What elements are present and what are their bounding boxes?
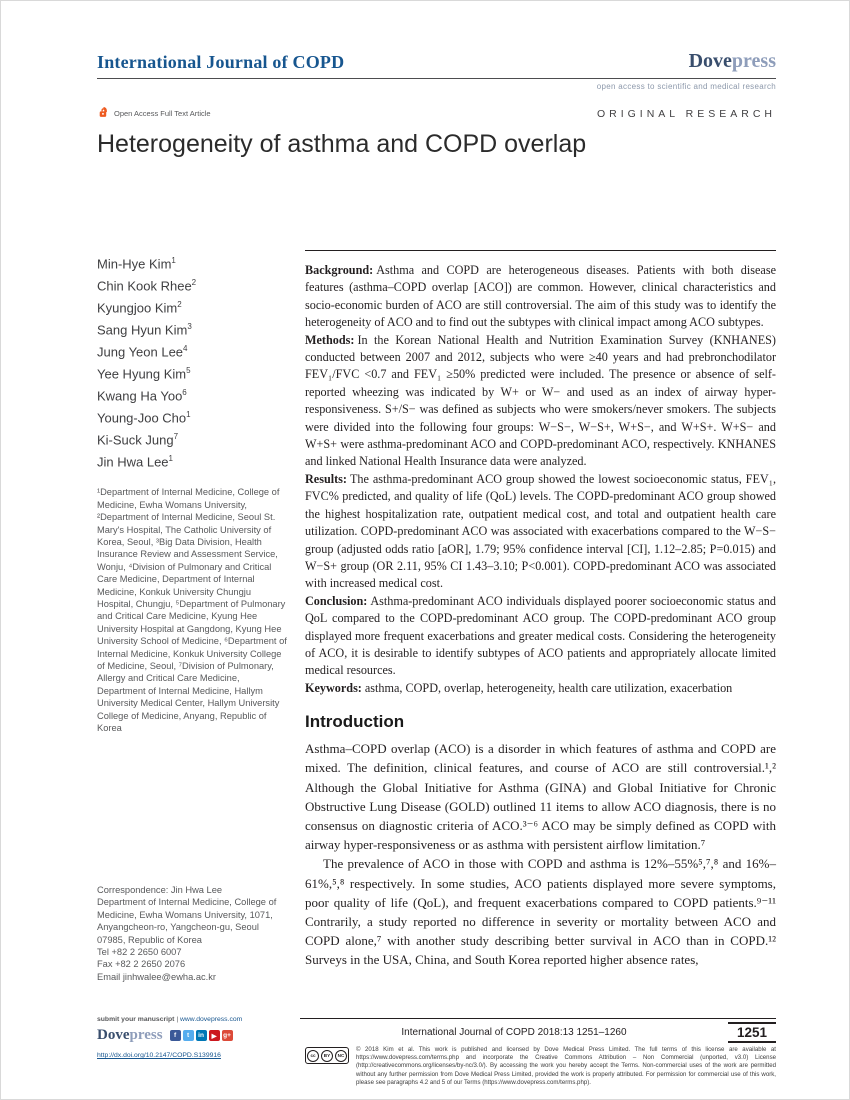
copyright-block <box>305 1046 776 1087</box>
correspondence-tel: Tel +82 2 2650 6007 <box>97 947 182 958</box>
introduction-paragraph-2: The prevalence of ACO in those with COPD and asthma is 12%–55%⁵,⁷,⁸ and 16%–61%,⁵,⁸ respectively. In some studies, ACO patients displayed more severe symptoms, poor quality of life (QoL), and frequent exacerbations compared to COPD patients.⁹⁻¹¹ Contrarily, a study reported no difference in severity or mortality between ACO and COPD alone,⁷ with another study describing better survival in ACO than in COPD.¹² Surveys in the USA, China, and South Korea reported higher absence rates, <box>305 856 776 968</box>
introduction-section <box>305 712 776 969</box>
author-name: Sang Hyun Kim <box>97 322 188 338</box>
dovepress-url-link[interactable]: www.dovepress.com <box>179 1016 243 1023</box>
introduction-paragraph-1: Asthma–COPD overlap (ACO) is a disorder in which features of asthma and COPD are mixed. The definition, clinical features, and course of ACO are still controversial.¹,² Although the Global Initiative for Asthma (GINA) and Global Initiative for Chronic Obstructive Lung Disease (GOLD) outlined 11 items to allow ACO diagnosis, there is no consensus on diagnostic criteria of ACO.³⁻⁶ ACO may be simply defined as COPD with airway hyper-responsiveness or as asthma with persistent airflow limitation.⁷ <box>305 741 776 853</box>
doi-link[interactable]: http://dx.doi.org/10.2147/COPD.S139916 <box>97 1052 221 1059</box>
author-affil-sup: 4 <box>183 344 188 354</box>
twitter-icon[interactable]: t <box>183 1030 194 1041</box>
abstract-conclusion-text: Asthma-predominant ACO individuals displayed poorer socioeconomic status and QoL compared to the COPD-predominant ACO group. The COPD-predominant ACO group displayed more frequent exacerbations and greater medical costs. Considering the heterogeneity of ACO, it is desirable to identify subtypes of ACO patients and appropriately allocate limited medical resources. <box>305 593 776 678</box>
header-divider <box>97 78 776 79</box>
abstract-background-text: Asthma and COPD are heterogeneous diseases. Patients with both disease features (asthma–COPD overlap [ACO]) are common. However, clinical characteristics and socio-economic burden of ACO are still controversial. The aim of this study was to identify the heterogeneity of ACO and to find out the subtypes with clinical impact among ACO subtypes. <box>305 263 776 330</box>
author-name: Jung Yeon Lee <box>97 344 184 360</box>
cc-icon: cc <box>307 1050 319 1062</box>
author <box>97 406 289 428</box>
author-affil-sup: 7 <box>173 432 179 442</box>
correspondence-fax: Fax +82 2 2650 2076 <box>97 959 186 970</box>
author <box>97 340 289 362</box>
author <box>97 274 289 296</box>
social-icons <box>170 1030 233 1041</box>
cc-by-nc-badge[interactable] <box>305 1047 349 1064</box>
author-list <box>97 252 289 472</box>
correspondence-email[interactable]: Email jinhwalee@ewha.ac.kr <box>97 971 216 982</box>
introduction-heading: Introduction <box>305 712 405 732</box>
author-affil-sup: 1 <box>171 256 176 265</box>
author <box>97 384 289 406</box>
correspondence-block <box>97 884 289 983</box>
author-affil-sup: 2 <box>191 278 197 288</box>
author <box>97 296 289 318</box>
abstract-keywords-text: asthma, COPD, overlap, heterogeneity, health care utilization, exacerbation <box>364 680 733 695</box>
journal-citation: International Journal of COPD 2018:13 1251–1260 <box>401 1027 627 1038</box>
article-title: Heterogeneity of asthma and COPD overlap <box>97 130 587 158</box>
author <box>97 450 289 472</box>
copyright-text: © 2018 Kim et al. This work is published and licensed by Dove Medical Press Limited. The full terms of this license are available at https://www.dovepress.com/terms.php and incorporate the Creative Commons Attribution – Non Commercial (unported, v3.0) License (http://creativecommons.org/licenses/by-nc/3.0/). By accessing the work you hereby accept the Terms. Non-commercial uses of the work are permitted without any further permission from Dove Medical Press Limited, provided the work is properly attributed. For permission for commercial use of this work, please see paragraphs 4.2 and 5 of our Terms (https://www.dovepress.com/terms.php). <box>356 1046 776 1086</box>
footer-left <box>97 1016 292 1062</box>
page-number: 1251 <box>728 1022 776 1043</box>
footer-press: press <box>129 1027 163 1043</box>
abstract-methods-text: In the Korean National Health and Nutrition Examination Survey (KNHANES) conducted between 2007 and 2012, subjects who were ≥40 years and had prebronchodilator FEV₁/FVC <0.7 and FEV₁ ≥50% predicted were included. The presence or absence of self-reported wheezing was indicated by W+ or W− and used as an index of airway hyper-responsiveness. S+/S− was defined as subjects who were smokers/never smokers. The subjects were divided into the following four groups: W−S−, W−S+, W+S−, and W+S+. W+S− and W+S+ were asthma-predominant ACO and COPD-predominant ACO, respectively. KNHANES and linked National Health Insurance data were analyzed. <box>305 332 776 469</box>
open-access-block <box>97 106 211 121</box>
abstract-background-label: Background: <box>305 263 374 277</box>
author-name: Chin Kook Rhee <box>97 278 192 294</box>
abstract-keywords <box>305 680 776 697</box>
left-column <box>97 252 289 734</box>
abstract-methods <box>305 332 776 471</box>
abstract-conclusion-label: Conclusion: <box>305 593 368 608</box>
dovepress-logo-dove: Dove <box>688 50 732 72</box>
author <box>97 318 289 340</box>
open-access-row <box>97 106 776 121</box>
dovepress-logo-press: press <box>731 50 776 72</box>
author-affil-sup: 1 <box>186 410 191 420</box>
author-affil-sup: 5 <box>186 366 191 376</box>
affiliations-block: ¹Department of Internal Medicine, College of Medicine, Ewha Womans University, ²Department of Internal Medicine, Seoul St. Mary's Hospital, The Catholic University of Korea, Seoul, ³Big Data Division, Health Insurance Review and Assessment Service, Wonju, ⁴Division of Pulmonary and Critical Care Medicine, Department of Internal Medicine, Konkuk University Chungju Hospital, Chungju, ⁵Department of Pulmonary and Critical Care Medicine, Kyung Hee University Hospital at Gangdong, Kyung Hee University School of Medicine, ⁶Department of Internal Medicine, Konkuk University College of Medicine, Seoul, ⁷Division of Pulmonary, Allergy and Critical Care Medicine, Department of Internal Medicine, Hallym University Medical Center, Hallym University College of Medicine, Anyang, Republic of Korea <box>97 487 287 734</box>
submit-manuscript-label: submit your manuscript <box>97 1016 175 1023</box>
abstract-conclusion <box>305 593 776 680</box>
author-name: Young-Joo Cho <box>97 410 187 426</box>
cc-by-icon: BY <box>321 1050 333 1062</box>
abstract-background <box>305 262 776 332</box>
author <box>97 428 289 450</box>
correspondence-name: Correspondence: Jin Hwa Lee <box>97 885 223 895</box>
abstract-results-label: Results: <box>305 471 347 486</box>
author-name: Min-Hye Kim <box>97 256 172 272</box>
author-name: Kyungjoo Kim <box>97 300 178 316</box>
linkedin-icon[interactable]: in <box>196 1030 207 1041</box>
abstract-results-text: The asthma-predominant ACO group showed the lowest socioeconomic status, FEV₁, FVC% predicted, and quality of life (QoL) levels. The COPD-predominant ACO group showed the highest hospitalization rate, outpatient medical cost, and total and outpatient health care utilization. COPD-predominant ACO was associated with exacerbations compared to the W−S− group (adjusted odds ratio [aOR], 1.79; 95% confidence interval [CI], 1.12–2.85; P=0.015) and W−S+ group (OR 2.11, 95% CI 1.43–3.10; P<0.001). COPD-predominant ACO was associated with increased medical cost. <box>305 471 776 591</box>
abstract-keywords-label: Keywords: <box>305 680 362 695</box>
abstract <box>305 250 776 697</box>
submit-manuscript-line <box>97 1016 292 1023</box>
author <box>97 362 289 384</box>
author-affil-sup: 2 <box>177 300 182 310</box>
google-plus-icon[interactable]: g+ <box>223 1032 231 1039</box>
author <box>97 252 289 274</box>
journal-tagline: open access to scientific and medical research <box>596 82 776 91</box>
submit-separator: | <box>176 1016 179 1023</box>
author-name: Kwang Ha Yoo <box>97 388 183 404</box>
author-name: Jin Hwa Lee <box>97 454 169 470</box>
right-column <box>305 250 776 970</box>
correspondence-address: Department of Internal Medicine, College of Medicine, Ewha Womans University, 1071, Anyangcheon-ro, Yangcheon-gu, Seoul 07985, Republic of Korea <box>97 897 277 945</box>
abstract-methods-label: Methods: <box>305 332 355 347</box>
abstract-results <box>305 471 776 593</box>
youtube-icon[interactable]: ▶ <box>209 1030 220 1041</box>
article-type-label: ORIGINAL RESEARCH <box>596 107 776 120</box>
footer-dovepress-logo[interactable] <box>97 1027 163 1044</box>
author-affil-sup: 1 <box>168 454 173 464</box>
journal-name[interactable]: International Journal of COPD <box>97 52 345 72</box>
author-name: Ki-Suck Jung <box>97 432 174 448</box>
author-name: Yee Hyung Kim <box>97 366 187 382</box>
open-access-icon <box>97 106 110 121</box>
page-header <box>97 50 776 91</box>
facebook-icon[interactable]: f <box>170 1030 181 1041</box>
footer-dove: Dove <box>97 1027 130 1043</box>
author-affil-sup: 3 <box>187 322 192 332</box>
open-access-label: Open Access Full Text Article <box>114 109 211 118</box>
author-affil-sup: 6 <box>182 388 187 398</box>
dovepress-logo[interactable] <box>689 50 776 73</box>
cc-nc-icon: NC <box>335 1050 347 1062</box>
footer-citation-row <box>300 1018 776 1046</box>
